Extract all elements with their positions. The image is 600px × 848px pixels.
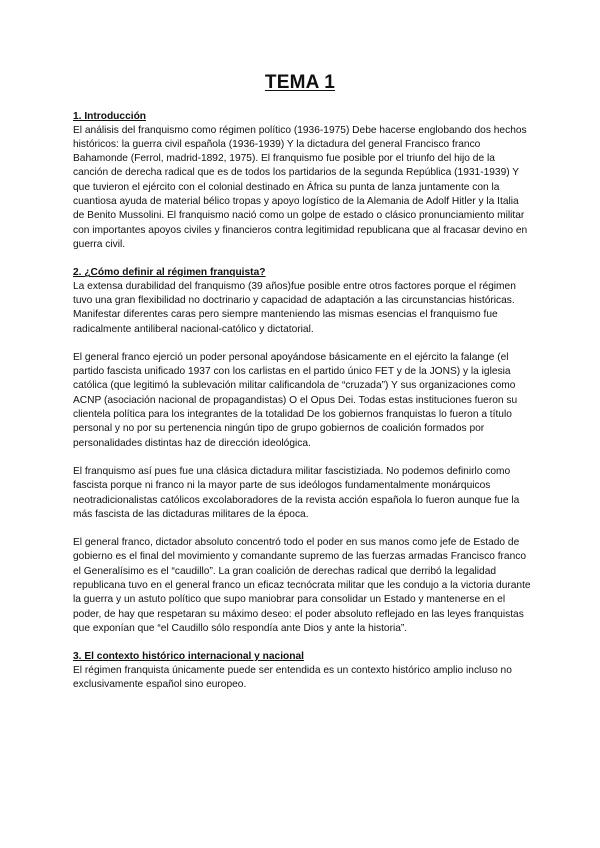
section-heading: 2. ¿Cómo definir al régimen franquista?	[73, 267, 266, 279]
section-introduccion	[73, 110, 531, 252]
section-definir-regimen	[73, 266, 531, 636]
section-contexto-historico	[73, 650, 531, 692]
page-title: TEMA 1	[264, 72, 336, 93]
paragraph: El análisis del franquismo como régimen político (1936-1975) Debe hacerse englobando dos hechos históricos: la guerra civil española (1936-1939) Y la dictadura del general Francisco franco Bahamonde (Ferrol, madrid-1892, 1975). El franquismo fue posible por el triunfo del hijo de la canción de derecha radical que es de todos los partidarios de la segunda República (1931-1939) Y que tuvieron el ejército con el colonial destinado en África su punta de lanza juntamente con la cuantiosa ayuda de material bélico tropas y apoyo logístico de la Alemania de Adolf Hitler y la Italia de Benito Mussolini. El franquismo nació como un golpe de estado o clásico pronunciamiento militar con importantes apoyos civiles y financieros contra legitimidad republicana que al fracasar devino en guerra civil.	[73, 124, 528, 250]
paragraph: El franquismo así pues fue una clásica dictadura militar fascistiziada. No podemos definirlo como fascista porque ni franco ni la mayor parte de sus ideólogos fundamentalmente monárquicos neotradicionalistas católicos excolaboradores de la revista acción española lo fueron aunque fue la más fascista de las dictaduras militares de la época.	[73, 465, 520, 520]
paragraph: El general franco, dictador absoluto concentró todo el poder en sus manos como jefe de Estado de gobierno es el final del movimiento y comandante supremo de las fuerzas armadas Francisco franco el Generalísimo es el “caudillo”. La gran coalición de derechas radical que derribó la legalidad republicana tuvo en el general franco un eficaz tecnócrata militar que les condujo a la victoria durante la guerra y un astuto político que supo maniobrar para consolidar un Estado y mantenerse en el poder, de hay que respetaran su máximo deseo: el poder absoluto reflejado en las leyes franquistas que exponían que “el Caudillo sólo respondía ante Dios y ante la historia”.	[73, 537, 531, 634]
document-body	[73, 110, 531, 692]
paragraph: La extensa durabilidad del franquismo (39 años)fue posible entre otros factores porque el régimen tuvo una gran flexibilidad no doctrinario y capacidad de adaptación a las circunstancias históricas. Manifestar diferentes caras pero siempre manteniendo las mismas esencias el franquismo fue radicalmente antiliberal nacional-católico y dictatorial.	[73, 280, 516, 335]
section-heading: 3. El contexto histórico internacional y nacional	[73, 651, 304, 663]
paragraph: El general franco ejerció un poder personal apoyándose básicamente en el ejército la falange (el partido fascista unificado 1937 con los carlistas en el partido único FET y de la JONS) y la iglesia católica (que legitimó la sublevación militar calificandola de “cruzada”) Y sus organizaciones como ACNP (asociación nacional de propagandistas) O el Opus Dei. Todas estas instituciones fueron su clientela política para los integrantes de la totalidad De los gobiernos franquistas lo fueron a título personal y no por su pertenencia ningún tipo de grupo gobiernos de coalición formados por personalidades distintas haz de dirección ideológica.	[73, 351, 518, 449]
paragraph: El régimen franquista únicamente puede ser entendida es un contexto histórico amplio incluso no exclusivamente español sino europeo.	[73, 664, 512, 690]
section-heading: 1. Introducción	[73, 111, 147, 122]
